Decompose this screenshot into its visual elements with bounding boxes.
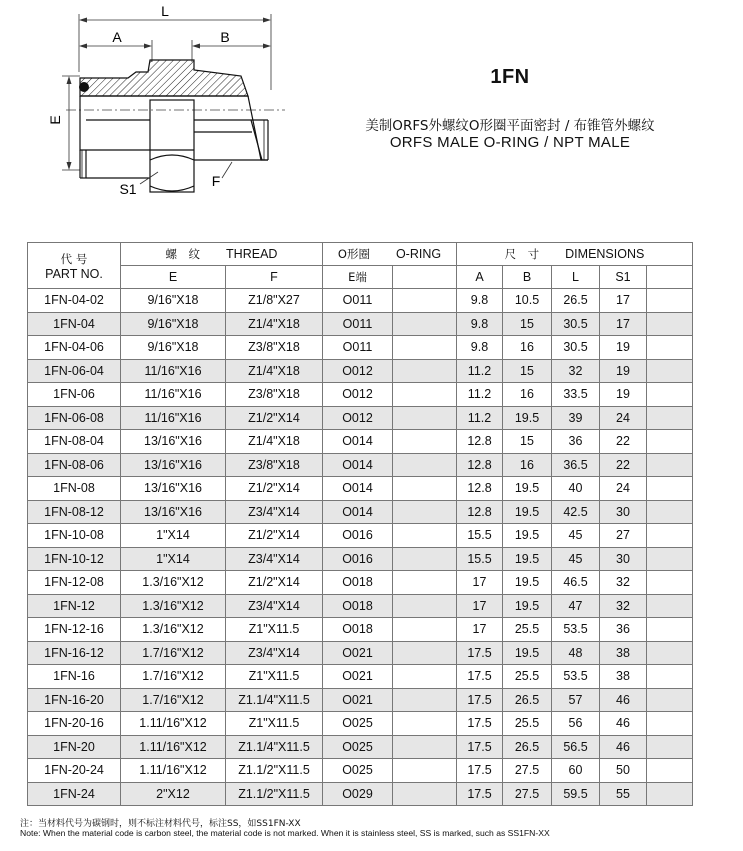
cell-b: 15 <box>503 430 552 454</box>
cell-blank <box>647 759 693 783</box>
cell-part: 1FN-16-12 <box>28 641 121 665</box>
cell-e: 13/16"X16 <box>121 477 226 501</box>
leader-f <box>212 162 232 189</box>
cell-part: 1FN-20 <box>28 735 121 759</box>
cell-a: 17.5 <box>457 712 503 736</box>
cell-l: 53.5 <box>552 665 600 689</box>
dimension-b <box>192 29 271 62</box>
table-row <box>28 359 693 383</box>
cell-a: 17 <box>457 571 503 595</box>
cell-a: 9.8 <box>457 312 503 336</box>
table-row <box>28 524 693 548</box>
cell-part: 1FN-16 <box>28 665 121 689</box>
header-thread <box>121 243 323 266</box>
header-blank <box>393 266 457 289</box>
table-row <box>28 688 693 712</box>
cell-part: 1FN-08-04 <box>28 430 121 454</box>
cell-f: Z1/2"X14 <box>226 524 323 548</box>
cell-oring: O014 <box>323 453 393 477</box>
cell-s1: 46 <box>600 712 647 736</box>
title-english: ORFS MALE O-RING / NPT MALE <box>389 134 631 151</box>
cell-b: 16 <box>503 336 552 360</box>
cell-oring: O014 <box>323 477 393 501</box>
cell-a: 17.5 <box>457 782 503 806</box>
cell-f: Z3/8"X18 <box>226 453 323 477</box>
cell-blank <box>647 383 693 407</box>
cell-e: 2"X12 <box>121 782 226 806</box>
cell-part: 1FN-10-08 <box>28 524 121 548</box>
cell-b: 10.5 <box>503 289 552 313</box>
table-row <box>28 735 693 759</box>
cell-s1: 36 <box>600 618 647 642</box>
hatched-section <box>80 60 248 96</box>
cell-part: 1FN-04-02 <box>28 289 121 313</box>
cell-l: 57 <box>552 688 600 712</box>
cell-b: 19.5 <box>503 477 552 501</box>
outer-outline <box>80 96 268 192</box>
cell-s1: 24 <box>600 477 647 501</box>
cell-f: Z1/4"X18 <box>226 430 323 454</box>
cell-part: 1FN-16-20 <box>28 688 121 712</box>
cell-a: 15.5 <box>457 524 503 548</box>
cell-s1: 46 <box>600 688 647 712</box>
note-chinese: 注：当材料代号为碳钢时，则不标注材料代号，标注SS，如SS1FN-XX <box>20 819 301 829</box>
cell-part: 1FN-20-16 <box>28 712 121 736</box>
cell-a: 11.2 <box>457 383 503 407</box>
table-row <box>28 665 693 689</box>
cell-e: 1.3/16"X12 <box>121 618 226 642</box>
cell-f: Z1/2"X14 <box>226 477 323 501</box>
cell-f: Z1/2"X14 <box>226 406 323 430</box>
cell-blank <box>647 524 693 548</box>
cell-blank <box>393 453 457 477</box>
cell-blank <box>647 665 693 689</box>
cell-b: 19.5 <box>503 500 552 524</box>
cell-s1: 32 <box>600 571 647 595</box>
product-code: 1FN <box>490 66 530 88</box>
cell-s1: 19 <box>600 336 647 360</box>
cell-b: 27.5 <box>503 782 552 806</box>
cell-b: 15 <box>503 312 552 336</box>
cell-s1: 22 <box>600 430 647 454</box>
header-a: A <box>457 266 503 289</box>
table-row <box>28 289 693 313</box>
cell-blank <box>393 665 457 689</box>
cell-a: 17.5 <box>457 665 503 689</box>
cell-e: 13/16"X16 <box>121 453 226 477</box>
cell-part: 1FN-06 <box>28 383 121 407</box>
cell-blank <box>393 712 457 736</box>
cell-a: 17.5 <box>457 641 503 665</box>
header-row-2 <box>28 266 693 289</box>
cell-blank <box>393 312 457 336</box>
cell-b: 19.5 <box>503 594 552 618</box>
label-f: F <box>211 173 221 189</box>
cell-blank <box>647 477 693 501</box>
cell-f: Z1/4"X18 <box>226 359 323 383</box>
cell-blank <box>647 289 693 313</box>
cell-blank <box>393 406 457 430</box>
cell-blank <box>393 641 457 665</box>
cell-a: 17.5 <box>457 759 503 783</box>
cell-part: 1FN-08-12 <box>28 500 121 524</box>
cell-a: 12.8 <box>457 453 503 477</box>
header-blank-2 <box>647 266 693 289</box>
cell-e: 11/16"X16 <box>121 383 226 407</box>
header-f: F <box>226 266 323 289</box>
cell-e: 11/16"X16 <box>121 406 226 430</box>
table-row <box>28 500 693 524</box>
cell-a: 17.5 <box>457 688 503 712</box>
table-row <box>28 336 693 360</box>
cell-e: 1"X14 <box>121 547 226 571</box>
cell-blank <box>647 500 693 524</box>
cell-part: 1FN-08-06 <box>28 453 121 477</box>
leader-s1 <box>119 172 158 197</box>
cell-oring: O021 <box>323 665 393 689</box>
header-dim-cn: 尺 寸 <box>504 247 540 261</box>
cell-blank <box>647 453 693 477</box>
cell-l: 36.5 <box>552 453 600 477</box>
cell-a: 11.2 <box>457 406 503 430</box>
cell-l: 48 <box>552 641 600 665</box>
cell-oring: O025 <box>323 712 393 736</box>
cell-blank <box>647 712 693 736</box>
cell-blank <box>647 571 693 595</box>
table-row <box>28 571 693 595</box>
cell-blank <box>647 336 693 360</box>
table-row <box>28 406 693 430</box>
cell-oring: O011 <box>323 289 393 313</box>
cell-part: 1FN-06-04 <box>28 359 121 383</box>
cell-part: 1FN-08 <box>28 477 121 501</box>
cell-blank <box>393 430 457 454</box>
cell-s1: 55 <box>600 782 647 806</box>
table-row <box>28 312 693 336</box>
cell-b: 16 <box>503 383 552 407</box>
header-part-en: PART NO. <box>45 266 103 281</box>
table-row <box>28 453 693 477</box>
cell-s1: 30 <box>600 500 647 524</box>
cell-e: 1.7/16"X12 <box>121 665 226 689</box>
cell-f: Z1"X11.5 <box>226 665 323 689</box>
cell-s1: 19 <box>600 359 647 383</box>
cell-l: 56 <box>552 712 600 736</box>
label-e: E <box>47 115 63 125</box>
cell-s1: 46 <box>600 735 647 759</box>
cell-blank <box>393 383 457 407</box>
cell-s1: 24 <box>600 406 647 430</box>
table-row <box>28 759 693 783</box>
cell-e: 13/16"X16 <box>121 430 226 454</box>
cell-f: Z3/4"X14 <box>226 500 323 524</box>
cell-oring: O021 <box>323 641 393 665</box>
header-part-no <box>28 243 121 289</box>
cell-e: 11/16"X16 <box>121 359 226 383</box>
cell-b: 27.5 <box>503 759 552 783</box>
cell-a: 9.8 <box>457 289 503 313</box>
cell-l: 53.5 <box>552 618 600 642</box>
header-e: E <box>121 266 226 289</box>
cell-l: 47 <box>552 594 600 618</box>
cell-f: Z1/8"X27 <box>226 289 323 313</box>
cell-blank <box>393 594 457 618</box>
cell-l: 39 <box>552 406 600 430</box>
cell-b: 19.5 <box>503 524 552 548</box>
cell-oring: O021 <box>323 688 393 712</box>
label-s1: S1 <box>119 181 137 197</box>
cell-l: 45 <box>552 547 600 571</box>
header-dim-en: DIMENSIONS <box>565 247 645 261</box>
cell-l: 42.5 <box>552 500 600 524</box>
cell-e: 9/16"X18 <box>121 289 226 313</box>
cell-l: 30.5 <box>552 312 600 336</box>
header-oring-cn: O形圈 <box>337 247 370 261</box>
dimensions-table <box>27 242 693 806</box>
cell-f: Z1.1/4"X11.5 <box>226 688 323 712</box>
cell-a: 11.2 <box>457 359 503 383</box>
cell-f: Z1"X11.5 <box>226 618 323 642</box>
cell-l: 45 <box>552 524 600 548</box>
cell-e: 1.3/16"X12 <box>121 571 226 595</box>
dimension-e <box>47 76 80 170</box>
cell-blank <box>647 430 693 454</box>
cell-l: 32 <box>552 359 600 383</box>
table-row <box>28 641 693 665</box>
label-a: A <box>112 29 122 45</box>
header-row-1 <box>28 243 693 266</box>
cell-oring: O011 <box>323 336 393 360</box>
cell-part: 1FN-06-08 <box>28 406 121 430</box>
table-row <box>28 782 693 806</box>
cell-b: 25.5 <box>503 665 552 689</box>
cell-blank <box>393 688 457 712</box>
label-b: B <box>220 29 230 45</box>
cell-a: 17 <box>457 618 503 642</box>
cell-part: 1FN-24 <box>28 782 121 806</box>
cell-l: 56.5 <box>552 735 600 759</box>
title-chinese: 美制ORFS外螺纹O形圈平面密封 / 布锥管外螺纹 <box>365 118 655 134</box>
cell-a: 9.8 <box>457 336 503 360</box>
dimension-a <box>79 29 152 62</box>
cell-s1: 38 <box>600 641 647 665</box>
header-e-end: E端 <box>323 266 393 289</box>
cell-b: 19.5 <box>503 406 552 430</box>
cell-blank <box>393 336 457 360</box>
cell-e: 1.11/16"X12 <box>121 759 226 783</box>
thread-marks <box>82 120 264 178</box>
cell-s1: 22 <box>600 453 647 477</box>
cell-part: 1FN-12-08 <box>28 571 121 595</box>
cell-oring: O016 <box>323 524 393 548</box>
cell-s1: 50 <box>600 759 647 783</box>
cell-blank <box>393 618 457 642</box>
fitting-section-drawing <box>0 0 310 230</box>
cell-s1: 17 <box>600 312 647 336</box>
cell-b: 19.5 <box>503 547 552 571</box>
cell-oring: O025 <box>323 735 393 759</box>
header-b: B <box>503 266 552 289</box>
cell-b: 26.5 <box>503 688 552 712</box>
cell-oring: O018 <box>323 571 393 595</box>
cell-f: Z3/4"X14 <box>226 594 323 618</box>
cell-blank <box>393 289 457 313</box>
cell-e: 9/16"X18 <box>121 312 226 336</box>
cell-blank <box>393 524 457 548</box>
table-row <box>28 618 693 642</box>
cell-s1: 38 <box>600 665 647 689</box>
cell-f: Z3/4"X14 <box>226 547 323 571</box>
cell-oring: O029 <box>323 782 393 806</box>
cell-f: Z1.1/4"X11.5 <box>226 735 323 759</box>
table-row <box>28 547 693 571</box>
cell-oring: O018 <box>323 618 393 642</box>
cell-l: 26.5 <box>552 289 600 313</box>
table-row <box>28 477 693 501</box>
header-part-cn: 代 号 <box>60 251 88 266</box>
cell-oring: O016 <box>323 547 393 571</box>
cell-b: 15 <box>503 359 552 383</box>
cell-f: Z3/4"X14 <box>226 641 323 665</box>
table-row <box>28 430 693 454</box>
cell-blank <box>393 477 457 501</box>
cell-oring: O012 <box>323 406 393 430</box>
cell-blank <box>647 406 693 430</box>
cell-e: 9/16"X18 <box>121 336 226 360</box>
o-ring-icon <box>79 82 89 92</box>
cell-a: 17 <box>457 594 503 618</box>
cell-part: 1FN-04 <box>28 312 121 336</box>
cell-b: 16 <box>503 453 552 477</box>
cell-a: 12.8 <box>457 477 503 501</box>
cell-part: 1FN-04-06 <box>28 336 121 360</box>
cell-l: 36 <box>552 430 600 454</box>
cell-l: 59.5 <box>552 782 600 806</box>
cell-b: 26.5 <box>503 735 552 759</box>
cell-oring: O012 <box>323 359 393 383</box>
cell-blank <box>647 618 693 642</box>
cell-l: 33.5 <box>552 383 600 407</box>
cell-blank <box>647 735 693 759</box>
header-s1: S1 <box>600 266 647 289</box>
header-thread-cn: 螺 纹 <box>165 247 201 261</box>
header-oring-en: O-RING <box>395 247 442 261</box>
cell-f: Z1.1/2"X11.5 <box>226 782 323 806</box>
cell-blank <box>393 547 457 571</box>
cell-e: 1"X14 <box>121 524 226 548</box>
cell-a: 15.5 <box>457 547 503 571</box>
cell-blank <box>393 782 457 806</box>
cell-f: Z3/8"X18 <box>226 336 323 360</box>
header-oring <box>323 243 457 266</box>
cell-l: 40 <box>552 477 600 501</box>
cell-part: 1FN-12-16 <box>28 618 121 642</box>
cell-blank <box>647 359 693 383</box>
cell-blank <box>647 594 693 618</box>
table-row <box>28 594 693 618</box>
cell-f: Z1"X11.5 <box>226 712 323 736</box>
cell-s1: 30 <box>600 547 647 571</box>
cell-oring: O012 <box>323 383 393 407</box>
cell-blank <box>393 759 457 783</box>
cell-a: 12.8 <box>457 500 503 524</box>
note-english: Note: When the material code is carbon steel, the material code is not marked. When it is stainless steel, SS is marked, such as SS1FN-XX <box>20 828 550 838</box>
cell-a: 17.5 <box>457 735 503 759</box>
cell-s1: 27 <box>600 524 647 548</box>
cell-l: 30.5 <box>552 336 600 360</box>
cell-f: Z1/4"X18 <box>226 312 323 336</box>
cell-f: Z1.1/2"X11.5 <box>226 759 323 783</box>
cell-l: 46.5 <box>552 571 600 595</box>
cell-e: 1.11/16"X12 <box>121 712 226 736</box>
cell-blank <box>393 500 457 524</box>
cell-blank <box>647 782 693 806</box>
cell-s1: 32 <box>600 594 647 618</box>
cell-blank <box>393 359 457 383</box>
header-l: L <box>552 266 600 289</box>
cell-e: 1.3/16"X12 <box>121 594 226 618</box>
cell-s1: 19 <box>600 383 647 407</box>
cell-blank <box>393 571 457 595</box>
cell-b: 19.5 <box>503 571 552 595</box>
cell-a: 12.8 <box>457 430 503 454</box>
cell-blank <box>647 547 693 571</box>
cell-part: 1FN-10-12 <box>28 547 121 571</box>
cell-e: 1.7/16"X12 <box>121 641 226 665</box>
header-dimensions <box>457 243 693 266</box>
cell-e: 1.7/16"X12 <box>121 688 226 712</box>
label-l: L <box>161 3 169 19</box>
table-row <box>28 712 693 736</box>
cell-f: Z3/8"X18 <box>226 383 323 407</box>
cell-oring: O018 <box>323 594 393 618</box>
cell-l: 60 <box>552 759 600 783</box>
header-thread-en: THREAD <box>226 247 278 261</box>
cell-oring: O011 <box>323 312 393 336</box>
cell-e: 13/16"X16 <box>121 500 226 524</box>
cell-s1: 17 <box>600 289 647 313</box>
cell-oring: O014 <box>323 430 393 454</box>
cell-blank <box>393 735 457 759</box>
cell-f: Z1/2"X14 <box>226 571 323 595</box>
table-row <box>28 383 693 407</box>
cell-blank <box>647 312 693 336</box>
cell-b: 25.5 <box>503 712 552 736</box>
cell-part: 1FN-12 <box>28 594 121 618</box>
cell-blank <box>647 641 693 665</box>
cell-b: 25.5 <box>503 618 552 642</box>
cell-oring: O014 <box>323 500 393 524</box>
cell-b: 19.5 <box>503 641 552 665</box>
cell-e: 1.11/16"X12 <box>121 735 226 759</box>
cell-part: 1FN-20-24 <box>28 759 121 783</box>
cell-blank <box>647 688 693 712</box>
cell-oring: O025 <box>323 759 393 783</box>
